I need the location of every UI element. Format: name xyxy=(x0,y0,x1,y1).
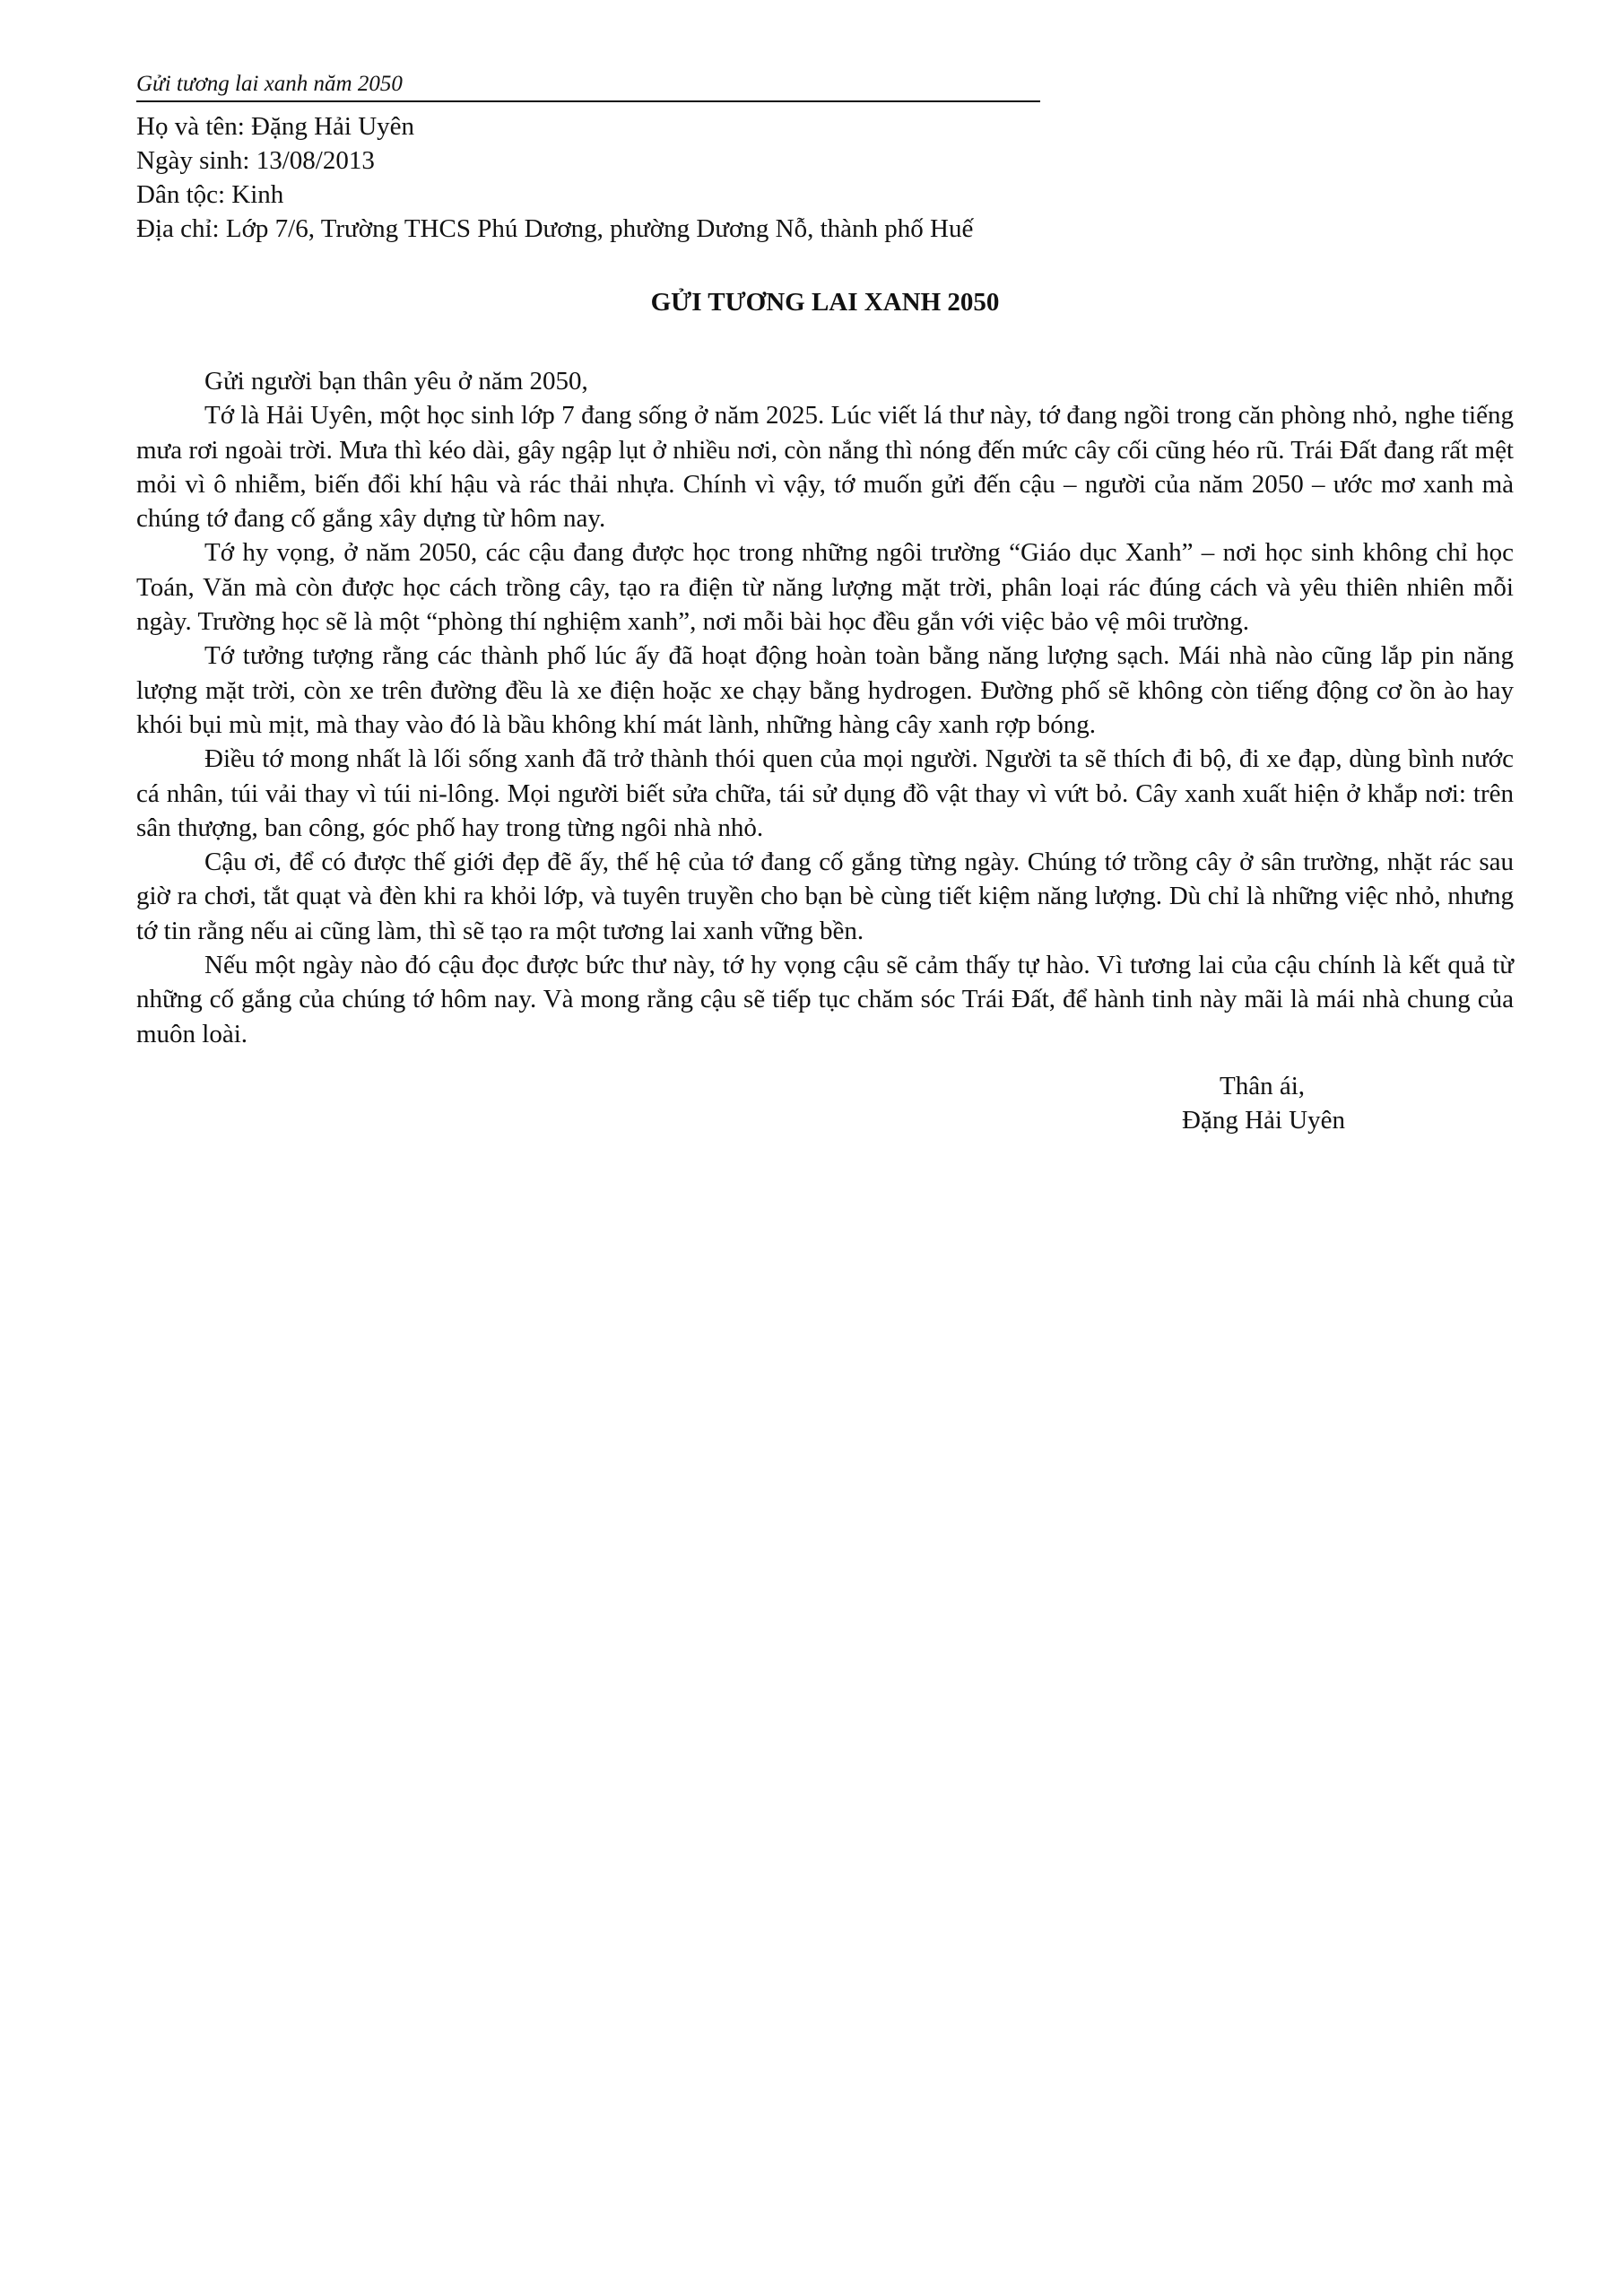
letter-closing: Thân ái, xyxy=(1220,1072,1306,1100)
letter-paragraph: Điều tớ mong nhất là lối sống xanh đã trở thành thói quen của mọi người. Người ta sẽ thích đi bộ, đi xe đạp, dùng bình nước cá nhân, túi vải thay vì túi ni-lông. Mọi người biết sửa chữa, tái sử dụng đồ vật thay vì vứt bỏ. Cây xanh xuất hiện ở khắp nơi: trên sân thượng, ban công, góc phố hay trong từng ngôi nhà nhỏ. xyxy=(136,744,1514,842)
letter-signature: Đặng Hải Uyên xyxy=(1182,1106,1346,1135)
letter-greeting: Gửi người bạn thân yêu ở năm 2050, xyxy=(204,367,588,396)
student-birthdate: Ngày sinh: 13/08/2013 xyxy=(136,146,375,175)
letter-signoff xyxy=(1182,1069,1541,1137)
letter-paragraph: Tớ là Hải Uyên, một học sinh lớp 7 đang sống ở năm 2025. Lúc viết lá thư này, tớ đang ngồi trong căn phòng nhỏ, nghe tiếng mưa rơi ngoài trời. Mưa thì kéo dài, gây ngập lụt ở nhiều nơi, còn nắng thì nóng đến mức cây cối cũng héo rũ. Trái Đất đang rất mệt mỏi vì ô nhiễm, biến đổi khí hậu và rác thải nhựa. Chính vì vậy, tớ muốn gửi đến cậu – người của năm 2050 – ước mơ xanh mà chúng tớ đang cố gắng xây dựng từ hôm nay. xyxy=(136,401,1514,534)
letter-paragraph: Nếu một ngày nào đó cậu đọc được bức thư này, tớ hy vọng cậu sẽ cảm thấy tự hào. Vì tương lai của cậu chính là kết quả từ những cố gắng của chúng tớ hôm nay. Và mong rằng cậu sẽ tiếp tục chăm sóc Trái Đất, để hành tinh này mãi là mái nhà chung của muôn loài. xyxy=(136,951,1514,1048)
student-info xyxy=(136,109,1481,246)
student-name: Họ và tên: Đặng Hải Uyên xyxy=(136,112,415,141)
letter-body xyxy=(136,364,1514,1051)
letter-title: GỬI TƯƠNG LAI XANH 2050 xyxy=(650,288,1000,317)
student-ethnicity: Dân tộc: Kinh xyxy=(136,180,284,209)
letter-paragraph: Tớ tưởng tượng rằng các thành phố lúc ấy đã hoạt động hoàn toàn bằng năng lượng sạch. Mái nhà nào cũng lắp pin năng lượng mặt trời, còn xe trên đường đều là xe điện hoặc xe chạy bằng hydrogen. Đường phố sẽ không còn tiếng động cơ ồn ào hay khói bụi mù mịt, mà thay vào đó là bầu không khí mát lành, những hàng cây xanh rợp bóng. xyxy=(136,641,1514,739)
letter-paragraph: Tớ hy vọng, ở năm 2050, các cậu đang được học trong những ngôi trường “Giáo dục Xanh” – nơi học sinh không chỉ học Toán, Văn mà còn được học cách trồng cây, tạo ra điện từ năng lượng mặt trời, phân loại rác đúng cách và yêu thiên nhiên mỗi ngày. Trường học sẽ là một “phòng thí nghiệm xanh”, nơi mỗi bài học đều gắn với việc bảo vệ môi trường. xyxy=(136,538,1514,637)
running-header: Gửi tương lai xanh năm 2050 xyxy=(136,70,1040,102)
student-address: Địa chỉ: Lớp 7/6, Trường THCS Phú Dương, phường Dương Nỗ, thành phố Huế xyxy=(136,214,974,243)
letter-paragraph: Cậu ơi, để có được thế giới đẹp đẽ ấy, thế hệ của tớ đang cố gắng từng ngày. Chúng tớ trồng cây ở sân trường, nhặt rác sau giờ ra chơi, tắt quạt và đèn khi ra khỏi lớp, và tuyên truyền cho bạn bè cùng tiết kiệm năng lượng. Dù chỉ là những việc nhỏ, nhưng tớ tin rằng nếu ai cũng làm, thì sẽ tạo ra một tương lai xanh vững bền. xyxy=(136,848,1514,945)
